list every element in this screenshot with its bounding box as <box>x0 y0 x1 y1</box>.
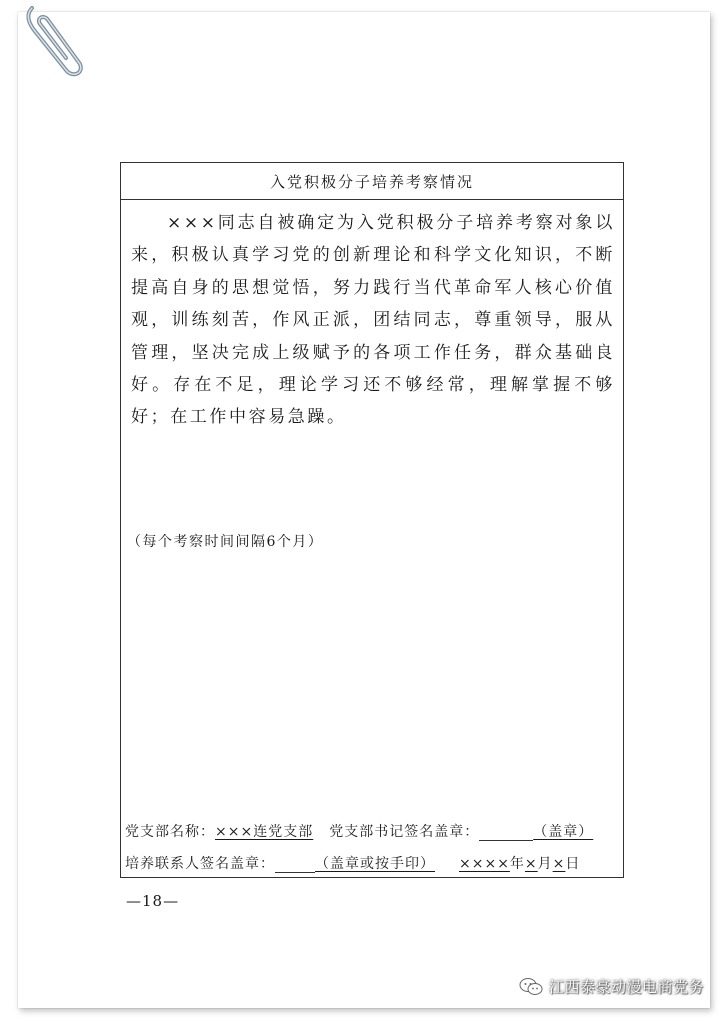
date-year: ×××× <box>459 856 510 872</box>
assessment-table <box>120 162 624 878</box>
date-month: × <box>524 856 538 872</box>
page-number: —18— <box>126 892 180 910</box>
contact-seal: （盖章或按手印） <box>315 856 435 872</box>
document-page <box>18 12 710 1008</box>
assessment-text: ×××同志自被确定为入党积极分子培养考察对象以来，积极认真学习党的创新理论和科学文化知识，不断提高自身的思想觉悟，努力践行当代革命军人核心价值观，训练刻苦，作风正派，团结同志，尊重领导，服从管理，坚决完成上级赋予的各项工作任务，群众基础良好。存在不足，理论学习还不够经常，理解掌握不够好；在工作中容易急躁。 <box>131 213 615 428</box>
branch-label: 党支部名称： <box>125 824 215 840</box>
date-day-unit: 日 <box>565 856 581 872</box>
secretary-signature-blank <box>479 824 533 841</box>
contact-signature-blank <box>275 856 315 873</box>
wechat-icon <box>519 977 543 997</box>
paperclip-icon <box>18 0 88 80</box>
secretary-label: 党支部书记签名盖章： <box>329 824 480 840</box>
date-day: × <box>552 856 566 872</box>
contact-label: 培养联系人签名盖章： <box>125 856 275 872</box>
date-year-unit: 年 <box>509 856 525 872</box>
contact-row <box>125 853 617 873</box>
date-month-unit: 月 <box>537 856 553 872</box>
branch-name: ×××连党支部 <box>215 824 314 840</box>
interval-note: （每个考察时间间隔6个月） <box>127 534 324 550</box>
secretary-seal: （盖章） <box>533 824 594 840</box>
branch-row <box>125 821 617 841</box>
table-title: 入党积极分子培养考察情况 <box>121 163 623 200</box>
watermark <box>519 976 704 997</box>
watermark-text: 江西泰豪动漫电商党务 <box>548 978 704 996</box>
